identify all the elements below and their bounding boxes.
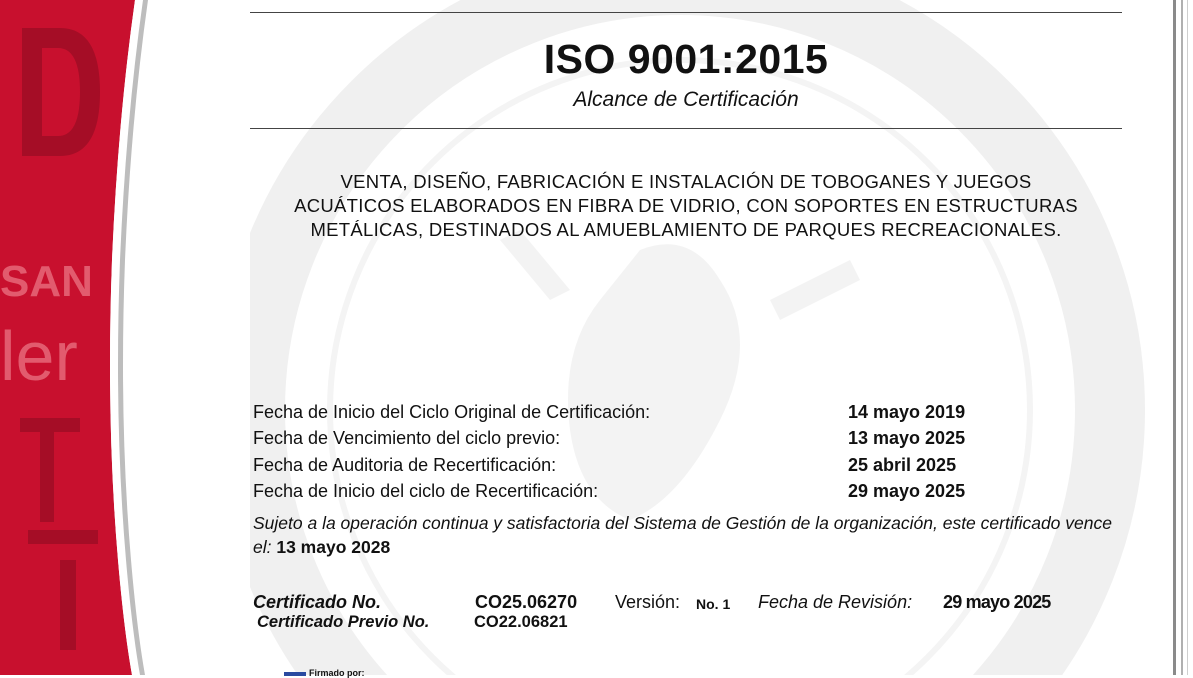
certificate-number: CO25.06270 — [475, 592, 578, 612]
date-value: 13 mayo 2025 — [848, 428, 966, 448]
date-label: Fecha de Inicio del Ciclo Original de Certificación: — [253, 402, 651, 422]
previous-certificate-row — [257, 613, 757, 635]
svg-text:ler: ler — [0, 317, 78, 395]
side-decorative-band — [0, 0, 160, 675]
scope-line: ACUÁTICOS ELABORADOS EN FIBRA DE VIDRIO, CON SOPORTES EN ESTRUCTURAS — [294, 195, 1078, 216]
version-value: No. 1 — [696, 596, 731, 612]
date-value: 25 abril 2025 — [848, 455, 957, 475]
revision-date: 29 mayo 2025 — [943, 592, 1051, 612]
date-value: 29 mayo 2025 — [848, 481, 966, 501]
version-label: Versión: — [615, 592, 681, 612]
scope-heading: Alcance de Certificación — [573, 88, 799, 111]
date-row-recertification-audit — [253, 455, 1013, 481]
date-row-previous-cycle-expiry — [253, 428, 1013, 454]
signed-by-label: Firmado por: — [309, 668, 365, 678]
svg-text:SAN: SAN — [0, 257, 93, 306]
date-row-recertification-start — [253, 481, 1013, 507]
expiry-date: 13 mayo 2028 — [276, 537, 391, 557]
previous-certificate-label: Certificado Previo No. — [257, 613, 430, 631]
date-row-original-cycle-start — [253, 402, 1013, 428]
scope-line: VENTA, DISEÑO, FABRICACIÓN E INSTALACIÓN DE TOBOGANES Y JUEGOS — [340, 171, 1032, 192]
previous-certificate-number: CO22.06821 — [474, 613, 568, 631]
revision-date-label: Fecha de Revisión: — [758, 592, 913, 612]
date-value: 14 mayo 2019 — [848, 402, 966, 422]
signature-mark-icon — [284, 672, 306, 676]
validity-note-text: Sujeto a la operación continua y satisfactoria del Sistema de Gestión de la organización, este certificado vence el: — [253, 513, 1112, 557]
date-label: Fecha de Auditoria de Recertificación: — [253, 455, 557, 475]
standard-title: ISO 9001:2015 — [543, 36, 829, 82]
certification-scope — [250, 170, 1122, 242]
scope-line: METÁLICAS, DESTINADOS AL AMUEBLAMIENTO DE PARQUES RECREACIONALES. — [310, 219, 1062, 240]
page-border-right — [1169, 0, 1193, 675]
header-bottom-rule — [250, 128, 1122, 129]
date-label: Fecha de Inicio del ciclo de Recertificación: — [253, 481, 599, 501]
certificate-number-label: Certificado No. — [253, 592, 382, 612]
header-top-rule — [250, 12, 1122, 13]
validity-note — [253, 511, 1113, 559]
date-label: Fecha de Vencimiento del ciclo previo: — [253, 428, 561, 448]
